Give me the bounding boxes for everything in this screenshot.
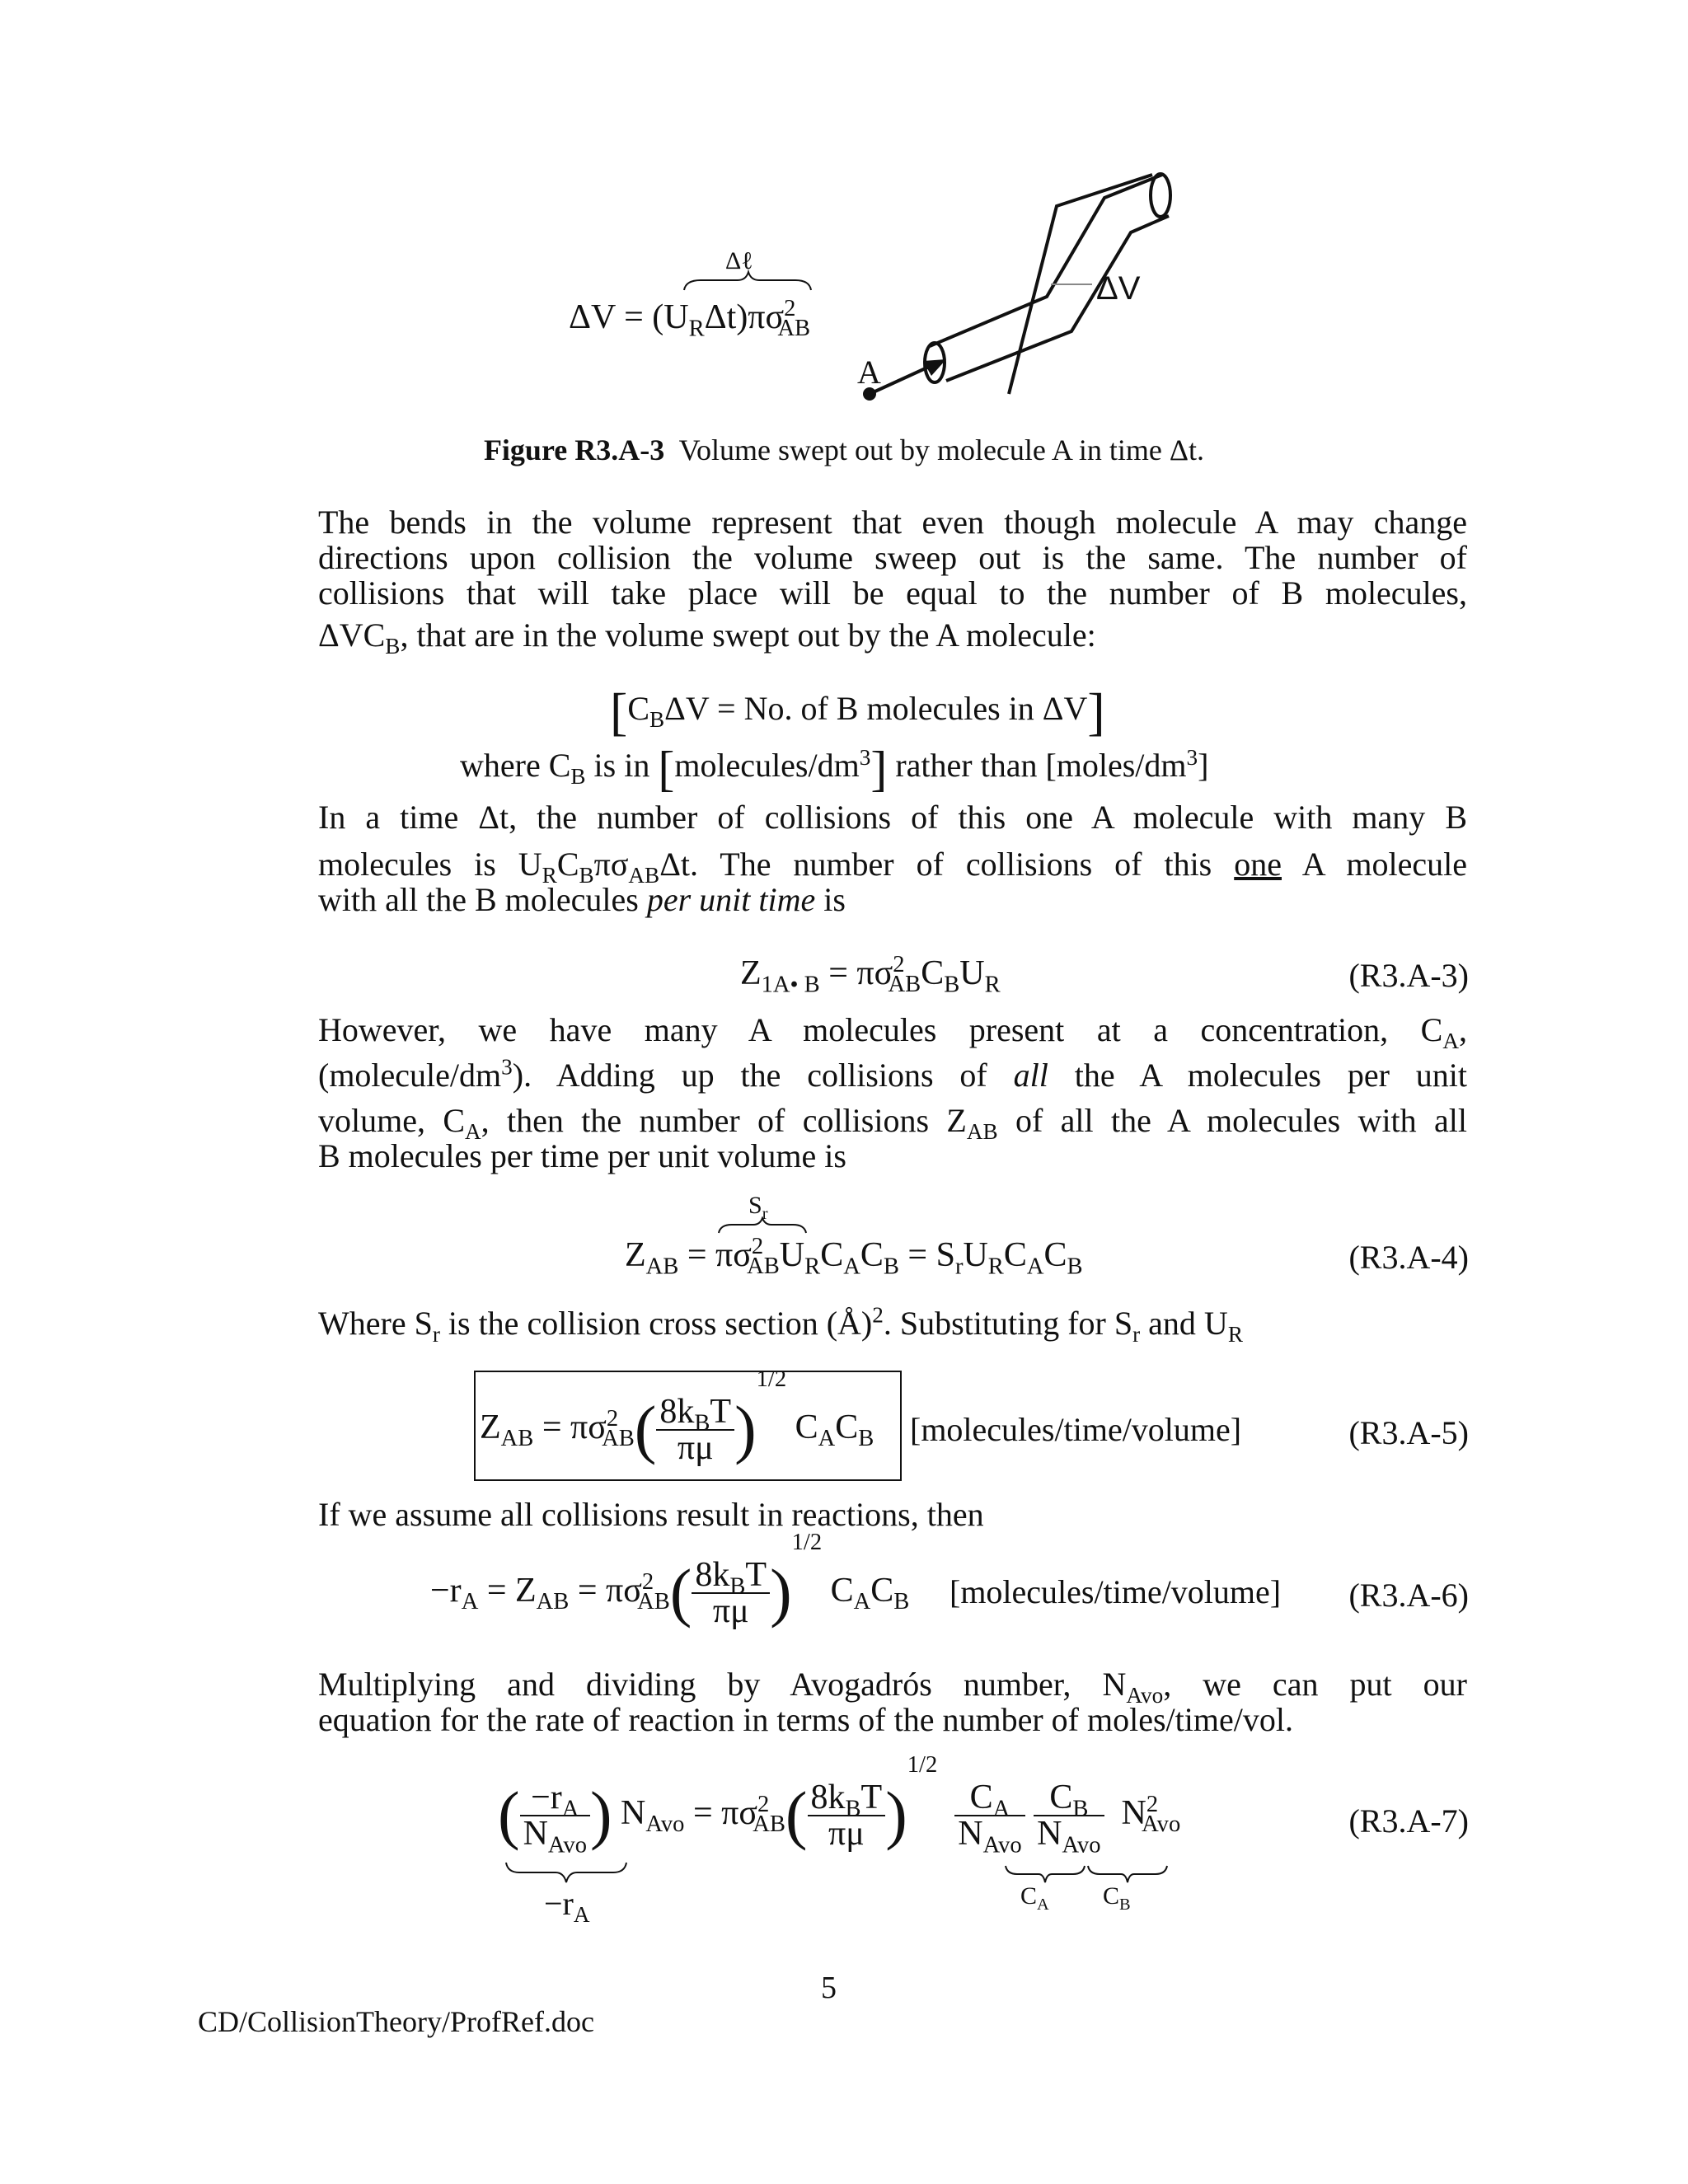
equation-r3a3: $Z_{1A• B} = \pi\sigma^2_{AB}C_BU_R$: [740, 952, 1001, 998]
paragraph-avogadro: Multiplying and dividing by Avogadrós number, $N_{Avo}$, we can put our equation for the rate of reaction in terms of the number of moles/time/vol.: [318, 1666, 1467, 1738]
units-r3a6: [molecules/time/volume]: [950, 1573, 1282, 1610]
equation-number-r3a4: (R3.A-4): [1348, 1239, 1469, 1276]
underbrace-label-cb: $C_B$: [1103, 1882, 1131, 1914]
figure-label-a: A: [857, 354, 881, 391]
units-r3a5: [molecules/time/volume]: [910, 1411, 1242, 1448]
underbrace-label-ra: $-r_A$: [544, 1885, 590, 1927]
underbrace-ca: [1004, 1864, 1086, 1884]
equation-r3a7: ( $\frac{-r_A}{N_{Avo}}$ ) $N_{Avo} = \pi\sigma^2_{AB}$( $\frac{8k_BT}{\pi\mu}$ )$^{1/2}$ $\frac{C_A}{N_{Avo}}$ $\frac{C_B}{N_{Avo}}$ $N^2_{Avo}$: [498, 1752, 1181, 1858]
paragraph-bends: The bends in the volume represent that even though molecule A may change directions upon collision the volume sweep out is the same. The number of collisions that will take place will be equal to the number of B molecules, $\Delta VC_B$, that are in the volume swept out by the A molecule:: [318, 504, 1467, 658]
underbrace-label-ca: $C_A$: [1020, 1882, 1049, 1914]
page-number: 5: [821, 1971, 837, 2005]
caption-label: Figure R3.A-3: [483, 434, 665, 466]
swept-volume-figure: [0, 0, 1688, 429]
figure-volume-equation: $\Delta V = (U_R\Delta t)\pi\sigma^2_{AB}$: [569, 296, 811, 342]
paragraph-many-molecules: However, we have many A molecules present at a concentration, $C_A$, $(molecule/dm^3)$. Adding up the collisions of all the A molecules per unit volume, $C_A$, then the number of collisions $Z_{AB}$ of all the A molecules with all B molecules per time per unit volume is: [318, 1011, 1468, 1174]
where-cross-section: Where $S_r$ is the collision cross section (Å)$^2$. Substituting for $S_r$ and $U_R$: [318, 1302, 1243, 1347]
underbrace-cb: [1086, 1864, 1169, 1884]
equation-r3a5: $Z_{AB} = \pi\sigma^2_{AB}$( $\frac{8k_BT}{\pi\mu}$ )$^{1/2}$ $C_AC_B$: [480, 1366, 874, 1468]
brace-label-delta-l: Δℓ: [725, 247, 753, 274]
caption-text: Volume swept out by molecule A in time Δt.: [678, 434, 1205, 466]
underbrace-ra: [504, 1861, 628, 1886]
figure-caption: [0, 433, 1688, 467]
paragraph-collisions-per-time: In a time Δt, the number of collisions of this one A molecule with many B molecules is $U_RC_B\pi\sigma_{AB}\Delta t$. The number of collisions of this one A molecule with all the B molecules per unit time is: [318, 799, 1468, 918]
equation-number-r3a5: (R3.A-5): [1348, 1414, 1469, 1451]
assume-line: If we assume all collisions result in reactions, then: [318, 1496, 984, 1533]
where-line: where $C_B$ is in $[molecules/dm^3]$ rather than $[moles/dm^3]$: [460, 742, 1209, 796]
sr-brace-label: $S_r$: [748, 1192, 768, 1223]
figure-label-dv: ΔV: [1096, 270, 1141, 307]
equation-r3a4: $Z_{AB} = \pi\sigma^2_{AB}U_RC_AC_B = S_rU_RC_AC_B$: [625, 1234, 1083, 1280]
equation-number-r3a3: (R3.A-3): [1348, 957, 1469, 994]
footer-filepath: CD/CollisionTheory/ProfRef.doc: [198, 2005, 594, 2038]
equation-r3a6: $-r_A = Z_{AB} = \pi\sigma^2_{AB}$( $\frac{8k_BT}{\pi\mu}$ )$^{1/2}$ $C_AC_B$: [430, 1530, 910, 1631]
equation-number-r3a7: (R3.A-7): [1348, 1802, 1469, 1840]
bracket-equation: [$C_B\Delta V = No$. of B molecules in ΔV]: [610, 682, 1105, 741]
equation-number-r3a6: (R3.A-6): [1348, 1577, 1469, 1614]
